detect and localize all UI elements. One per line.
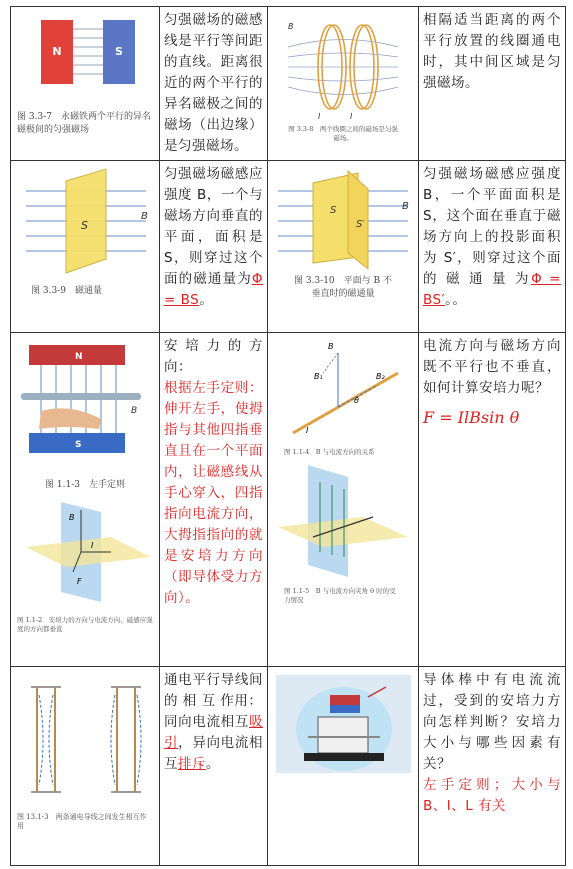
table-row bbox=[11, 333, 566, 667]
perpendicular-axes-figure bbox=[11, 492, 160, 612]
uniform-field-text: 匀强磁场的磁感线是平行等间距的直线。距离很近的两个平行的异名磁极之间的磁场（出边缘）是匀强磁场。 bbox=[164, 12, 263, 154]
tilted-flux-text bbox=[419, 161, 565, 314]
s-prime-label: S′ bbox=[356, 219, 365, 230]
b-label: B bbox=[402, 201, 409, 212]
content-table bbox=[10, 6, 566, 866]
apparatus-photo-cell bbox=[268, 667, 419, 866]
apparatus-photo bbox=[268, 667, 419, 787]
b-current-figure-cell bbox=[268, 333, 419, 667]
table-row bbox=[11, 667, 566, 866]
axis-i-label: I bbox=[91, 541, 94, 550]
ampere-force-direction-text bbox=[160, 333, 267, 612]
i-label: I bbox=[306, 426, 309, 435]
flux-figure bbox=[11, 161, 160, 281]
coils-text: 相隔适当距离的两个平行放置的线圈通电时，其中间区域是匀强磁场。 bbox=[423, 12, 561, 91]
figure-caption: 图 13.1-3 两条通电导线之间发生相互作用 bbox=[17, 813, 147, 830]
b1-label: B₁ bbox=[314, 372, 323, 381]
axis-f-label: F bbox=[77, 577, 82, 586]
flux-text-body: 匀强磁场磁感应强度 B，一个与磁场方向垂直的平面，面积是 S，则穿过这个面的磁通量为 bbox=[164, 166, 263, 287]
f-label: F bbox=[65, 382, 71, 392]
flux-text-end: 。 bbox=[199, 292, 214, 308]
b2-label: B₂ bbox=[376, 372, 385, 381]
magnet-figure-cell bbox=[11, 7, 160, 161]
ampere-force-title: 安 培 力 的 方 向： bbox=[164, 338, 263, 375]
figure-caption: 图 3.3-9 磁通量 bbox=[31, 286, 102, 296]
left-hand-rule-figure-cell bbox=[11, 333, 160, 667]
attract-answer: 吸引 bbox=[164, 714, 263, 751]
angled-force-figure bbox=[268, 457, 419, 587]
s-pole-label: S bbox=[75, 440, 82, 450]
flux-formula: Φ = BS bbox=[164, 271, 263, 308]
magnet-poles-figure bbox=[11, 7, 160, 111]
left-hand-rule-figure bbox=[11, 333, 160, 473]
table-row bbox=[11, 7, 566, 161]
parallel-wires-text bbox=[160, 667, 267, 778]
b-label: B bbox=[141, 211, 148, 222]
axis-b-label: B bbox=[69, 513, 75, 522]
figure-caption: 图 3.3-7 永磁铁两个平行的异名磁极间的匀强磁场 bbox=[17, 112, 151, 135]
tilted-flux-text-end: 。。 bbox=[445, 292, 467, 308]
period-text: 。 bbox=[206, 756, 220, 772]
figure-caption: 图 1.1-5 B 与电流方向夹角 θ 时的受力情况 bbox=[284, 587, 396, 604]
left-hand-rule-text: 根据左手定则：伸开左手，使拇指与其他四指垂直且在一个平面内，让磁感线从手心穿入，四指指向电流方向，大拇指指向的就是安培力方向（即导体受力方向）。 bbox=[164, 380, 263, 606]
b-label: B bbox=[328, 342, 334, 351]
figure-caption: 图 1.1-4 B 与电流方向的关系 bbox=[284, 448, 375, 456]
flux-figure-cell bbox=[11, 161, 160, 333]
theta-label: θ bbox=[354, 396, 359, 405]
tilted-flux-figure-cell bbox=[268, 161, 419, 333]
s-label: S bbox=[330, 205, 337, 216]
same-direction-text: 同向电流相互 bbox=[164, 714, 249, 730]
conductor-question-text bbox=[419, 667, 565, 820]
parallel-wires-figure bbox=[11, 667, 160, 807]
conductor-answer: 左手定则；大小与 B、I、L 有关 bbox=[423, 777, 561, 814]
coils-figure-cell bbox=[268, 7, 419, 161]
b-label: B bbox=[288, 22, 294, 31]
i1-label: I bbox=[318, 112, 321, 121]
figure-caption: 图 3.3-8 两个线圈之间的磁场是匀强磁场。 bbox=[288, 125, 398, 142]
table-row bbox=[11, 161, 566, 333]
repel-answer: 排斥 bbox=[178, 756, 206, 772]
tilted-flux-figure bbox=[268, 161, 419, 271]
b-label: B bbox=[131, 406, 138, 416]
n-pole-label: N bbox=[52, 45, 62, 58]
figure-caption: 图 1.1-3 左手定则 bbox=[45, 480, 125, 490]
parallel-wires-figure-cell bbox=[11, 667, 160, 866]
tilted-flux-text-body: 匀强磁场磁感应强度 B，一个平面面积是 S，这个面在垂直于磁场方向上的投影面积为 S′，则穿过这个面的 磁 通 量 为 bbox=[423, 166, 561, 287]
n-pole-label: N bbox=[75, 352, 83, 362]
s-pole-label: S bbox=[115, 45, 123, 58]
i2-label: I bbox=[350, 112, 353, 121]
oblique-current-question: 电流方向与磁场方向既不平行也不垂直，如何计算安培力呢？ bbox=[423, 338, 561, 396]
conductor-question: 导体棒中有电流流过，受到的安培力方向怎样判断？安培力大小与哪些因素有关？ bbox=[423, 672, 561, 772]
flux-text bbox=[160, 161, 267, 314]
figure-caption: 图 3.3-10 平面与 B 不垂直时的磁通量 bbox=[293, 276, 392, 299]
coils-figure bbox=[268, 7, 419, 125]
ampere-force-formula: F = IlBsin θ bbox=[423, 408, 520, 427]
b-current-relation-figure bbox=[268, 333, 419, 448]
s-label: S bbox=[81, 219, 88, 232]
figure-caption: 图 1.1-2 安培力的方向与电流方向、磁感应强度的方向都垂直 bbox=[17, 616, 153, 633]
parallel-wires-title: 通电平行导线间 的 相 互 作用： bbox=[164, 672, 263, 709]
opposite-direction-text: ，异向电流相互 bbox=[164, 735, 264, 772]
tilted-flux-formula: Φ = BS′ bbox=[423, 271, 561, 308]
